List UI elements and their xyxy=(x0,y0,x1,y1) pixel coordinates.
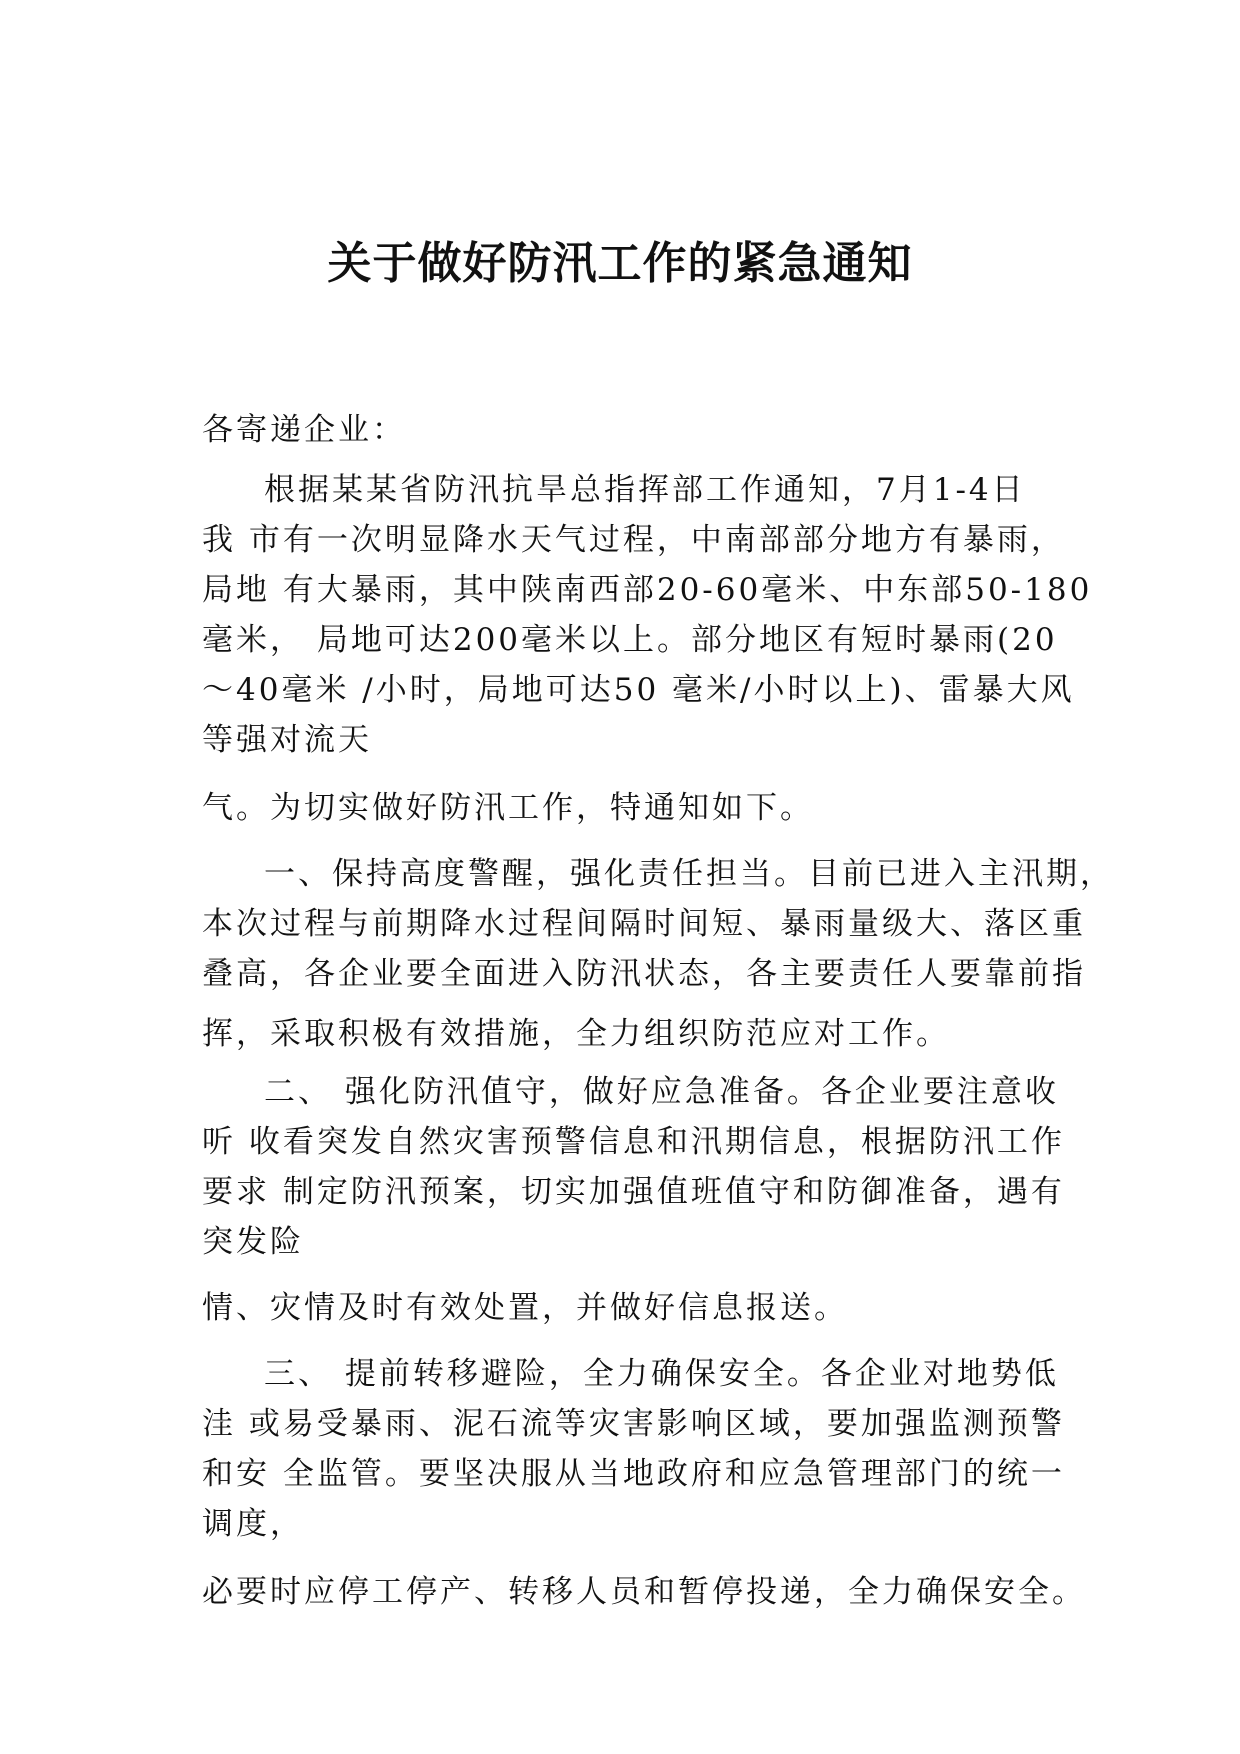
paragraph-line: 等强对流天 xyxy=(202,722,372,758)
paragraph-line: 局地 有大暴雨，其中陕南西部20-60毫米、中东部50-180 xyxy=(202,572,1093,608)
paragraph-line: 根据某某省防汛抗旱总指挥部工作通知，7月1-4日 xyxy=(264,472,1026,508)
paragraph-line: 一、保持高度警醒，强化责任担当。目前已进入主汛期， xyxy=(264,856,1114,892)
paragraph-line: 听 收看突发自然灾害预警信息和汛期信息，根据防汛工作 xyxy=(202,1124,1065,1160)
paragraph-line: 叠高，各企业要全面进入防汛状态，各主要责任人要靠前指 xyxy=(202,956,1086,992)
paragraph-line: 气。为切实做好防汛工作，特通知如下。 xyxy=(202,790,814,826)
document-title: 关于做好防汛工作的紧急通知 xyxy=(327,238,913,289)
paragraph-line: 调度， xyxy=(202,1506,304,1542)
paragraph-line: 我 市有一次明显降水天气过程，中南部部分地方有暴雨， xyxy=(202,522,1065,558)
paragraph-line: 要求 制定防汛预案，切实加强值班值守和防御准备，遇有 xyxy=(202,1174,1065,1210)
paragraph-line: 三、 提前转移避险，全力确保安全。各企业对地势低 xyxy=(264,1356,1059,1392)
paragraph-line: ～40毫米 /小时，局地可达50 毫米/小时以上)、雷暴大风 xyxy=(202,672,1075,708)
paragraph-line: 必要时应停工停产、转移人员和暂停投递，全力确保安全。 xyxy=(202,1574,1086,1610)
paragraph-line: 本次过程与前期降水过程间隔时间短、暴雨量级大、落区重 xyxy=(202,906,1086,942)
paragraph-line: 突发险 xyxy=(202,1224,304,1260)
salutation: 各寄递企业： xyxy=(202,412,406,448)
paragraph-line: 二、 强化防汛值守，做好应急准备。各企业要注意收 xyxy=(264,1074,1059,1110)
paragraph-line: 挥，采取积极有效措施，全力组织防范应对工作。 xyxy=(202,1016,950,1052)
paragraph-line: 洼 或易受暴雨、泥石流等灾害影响区域，要加强监测预警 xyxy=(202,1406,1065,1442)
paragraph-line: 毫米， 局地可达200毫米以上。部分地区有短时暴雨(20 xyxy=(202,622,1058,658)
paragraph-line: 情、灾情及时有效处置，并做好信息报送。 xyxy=(202,1290,848,1326)
paragraph-line: 和安 全监管。要坚决服从当地政府和应急管理部门的统一 xyxy=(202,1456,1065,1492)
